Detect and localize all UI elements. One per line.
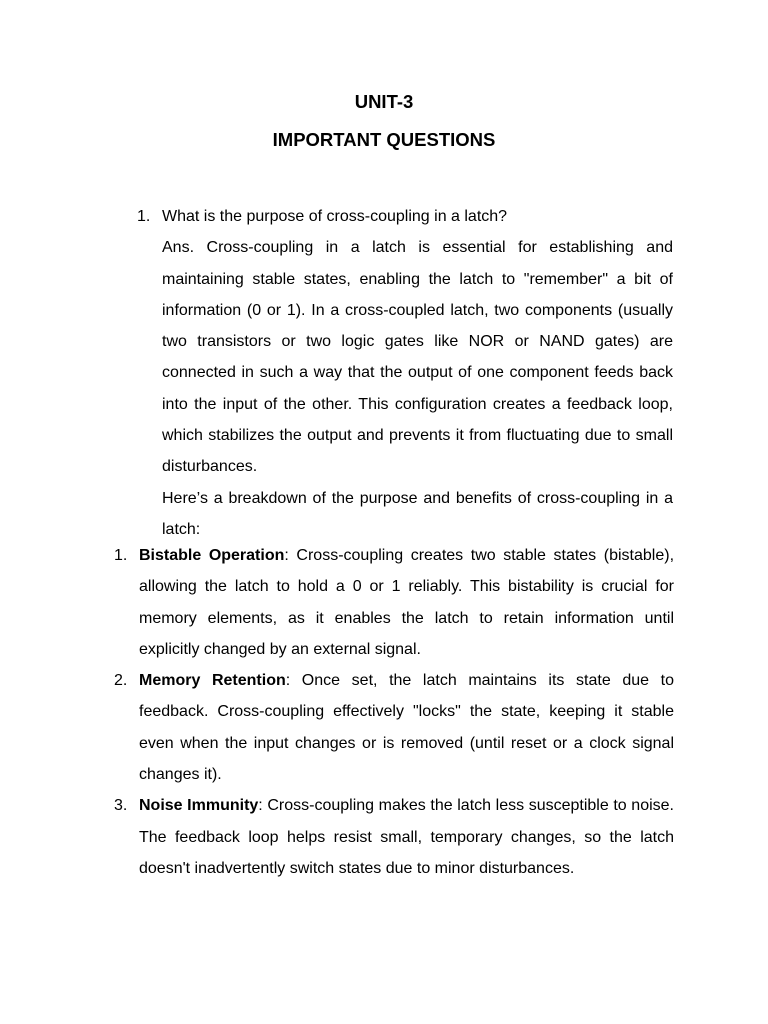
list-item-text (139, 790, 674, 884)
list-item (114, 665, 674, 790)
list-item-number: 2. (114, 672, 128, 690)
benefits-list (114, 540, 674, 884)
list-item (114, 540, 674, 665)
list-item-description: : Cross-coupling creates two stable states (bistable), allowing the latch to hold a 0 or 1 reliably. This bistability is crucial for memory elements, as it enables the latch to retain information until explicitly changed by an external signal. (139, 547, 675, 658)
question-body (162, 201, 673, 545)
list-item-term: Bistable Operation (139, 547, 285, 564)
page-title: IMPORTANT QUESTIONS (272, 129, 496, 150)
list-item-text (139, 540, 674, 665)
list-item-number: 1. (114, 547, 128, 564)
answer-paragraph: Ans. Cross-coupling in a latch is essential for establishing and maintaining stable states, enabling the latch to "remember" a bit of information (0 or 1). In a cross-coupled latch, two components (usually two transistors or two logic gates like NOR or NAND gates) are connected in such a way that the output of one component feeds back into the input of the other. This configuration creates a feedback loop, which stabilizes the output and prevents it from fluctuating due to small disturbances. (162, 239, 673, 476)
question-text: What is the purpose of cross-coupling in a latch? (162, 208, 508, 225)
list-item-description: : Once set, the latch maintains its state due to feedback. Cross-coupling effectively "locks" the state, keeping it stable even when the input changes or is removed (until reset or a clock signal changes it). (139, 672, 674, 784)
breakdown-intro: Here’s a breakdown of the purpose and benefits of cross-coupling in a latch: (162, 489, 673, 538)
question-number: 1. (137, 208, 151, 225)
list-item-number: 3. (114, 797, 128, 815)
list-item-text (139, 665, 674, 790)
list-item-term: Memory Retention (139, 672, 286, 690)
list-item (114, 790, 674, 884)
unit-heading: UNIT-3 (354, 91, 414, 112)
list-item-term: Noise Immunity (139, 797, 259, 815)
list-item-description: : Cross-coupling makes the latch less susceptible to noise. The feedback loop helps resist small, temporary changes, so the latch doesn't inadvertently switch states due to minor disturbances. (139, 797, 674, 877)
